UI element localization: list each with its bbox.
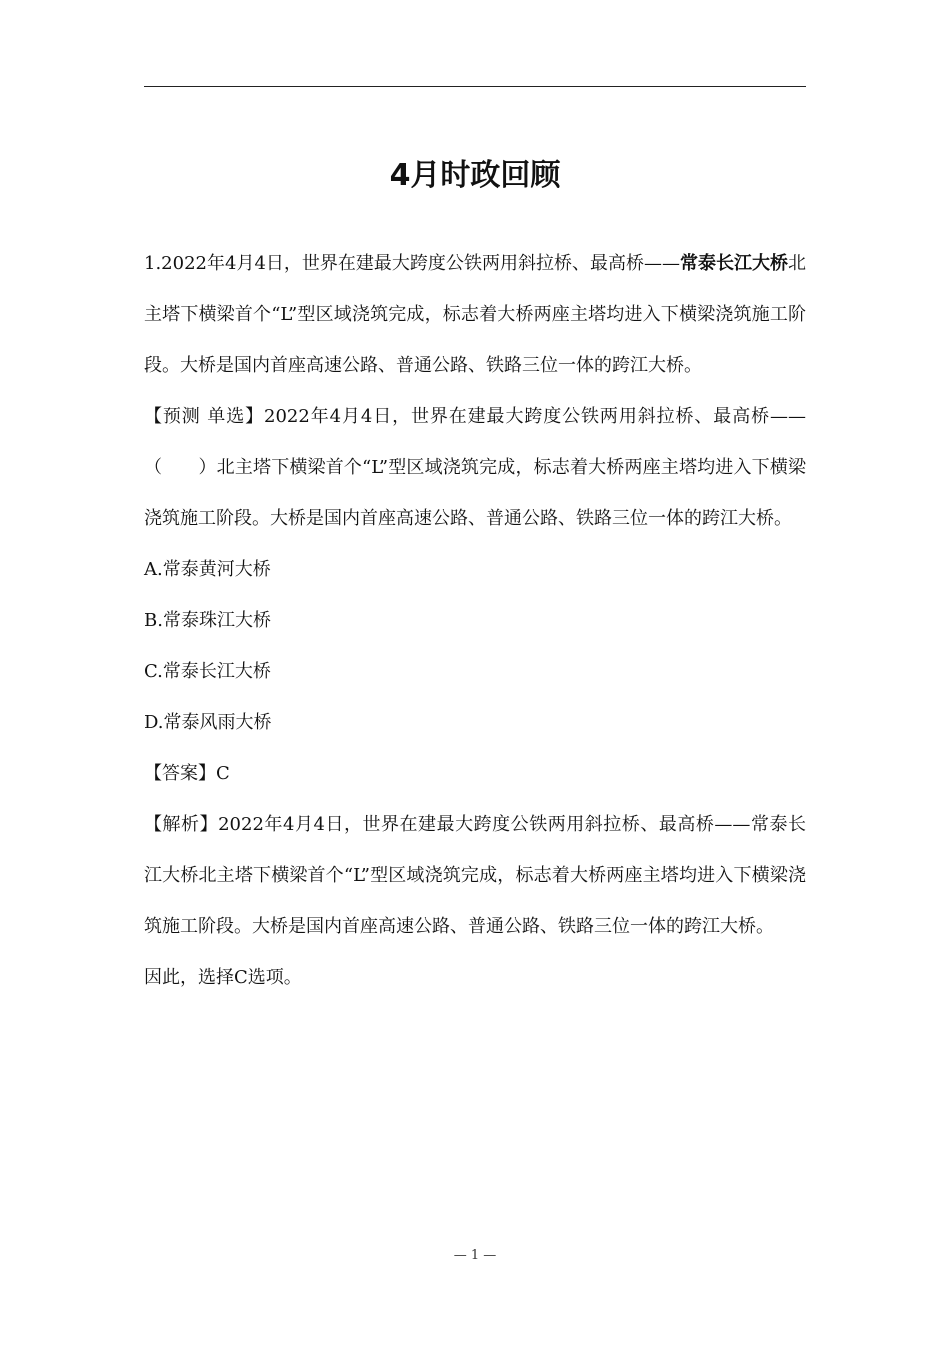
- analysis-conclusion: 因此，选择C选项。: [144, 967, 302, 988]
- news-intro: 1.2022年4月4日，世界在建最大跨度公铁两用斜拉桥、最高桥——: [144, 253, 680, 274]
- question-tag: 【预测 单选】: [144, 406, 264, 427]
- document-title: 4月时政回顾: [389, 158, 561, 193]
- analysis-text: 2022年4月4日，世界在建最大跨度公铁两用斜拉桥、最高桥——常泰长江大桥北主塔下横梁首个“L”型区域浇筑完成，标志着大桥两座主塔均进入下横梁浇筑施工阶段。大桥是国内首座高速公路、普通公路、铁路三位一体的跨江大桥。: [144, 814, 807, 937]
- news-rest: 北主塔下横梁首个“L”型区域浇筑完成，标志着大桥两座主塔均进入下横梁浇筑施工阶段。大桥是国内首座高速公路、普通公路、铁路三位一体的跨江大桥。: [144, 253, 807, 376]
- option-b: B.常泰珠江大桥: [144, 610, 271, 631]
- option-c: C.常泰长江大桥: [144, 661, 271, 682]
- news-highlight: 常泰长江大桥: [679, 253, 789, 274]
- option-d: D.常泰风雨大桥: [144, 712, 272, 733]
- answer-value: C: [216, 763, 230, 784]
- analysis: [144, 799, 806, 952]
- news-item: [144, 238, 806, 391]
- analysis-tag: 【解析】: [144, 814, 219, 835]
- option-a: A.常泰黄河大桥: [144, 559, 271, 580]
- header-rule: [144, 86, 806, 87]
- document-body: [144, 238, 806, 1003]
- answer-tag: 【答案】: [144, 763, 216, 784]
- page-number: — 1 —: [453, 1248, 497, 1263]
- answer: [144, 748, 806, 799]
- question-stem: 2022年4月4日，世界在建最大跨度公铁两用斜拉桥、最高桥——（ ）北主塔下横梁首个“L”型区域浇筑完成，标志着大桥两座主塔均进入下横梁浇筑施工阶段。大桥是国内首座高速公路、普通公路、铁路三位一体的跨江大桥。: [144, 406, 806, 529]
- question: [144, 391, 806, 544]
